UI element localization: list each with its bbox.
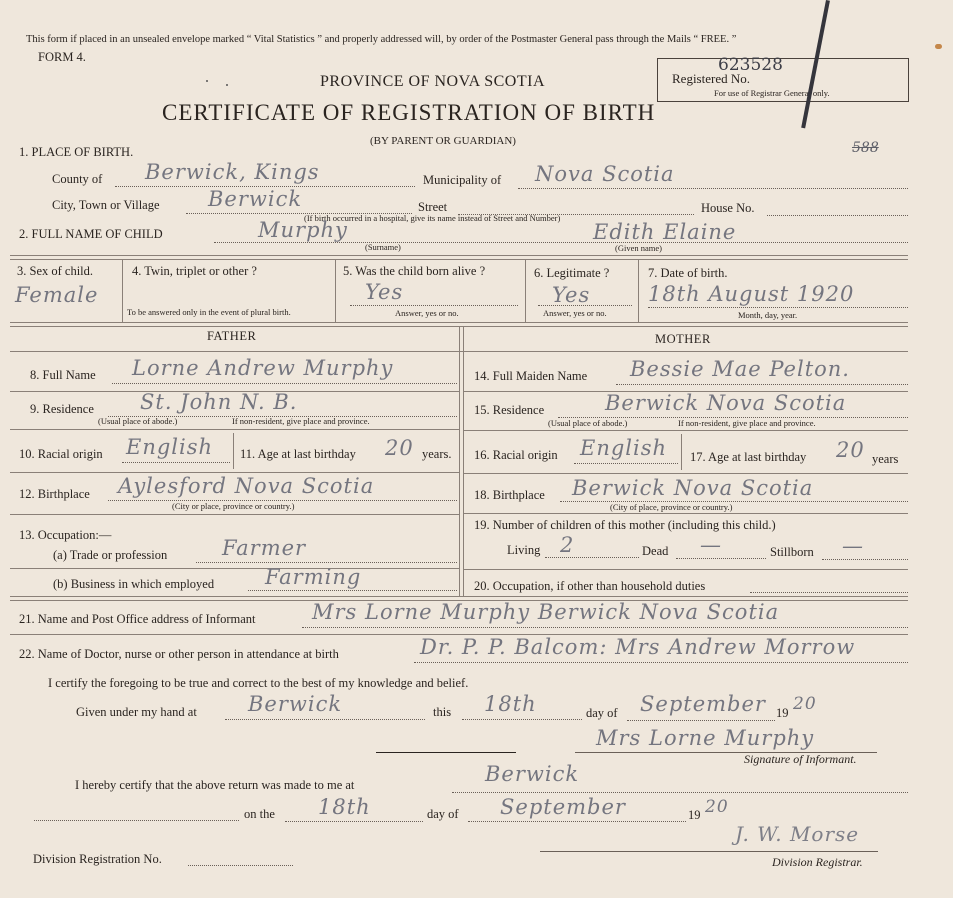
alive-value: Yes	[365, 280, 404, 304]
signature-caption: Signature of Informant.	[744, 752, 857, 766]
surname-caption: (Surname)	[365, 242, 401, 252]
this-label: this	[433, 705, 452, 719]
father-age-label: 11. Age at last birthday	[240, 447, 356, 461]
mother-residence-label: 15. Residence	[474, 403, 545, 417]
alive-caption: Answer, yes or no.	[395, 308, 459, 318]
city-value: Berwick	[208, 187, 303, 211]
certify-statement: I certify the foregoing to be true and correct to the best of my knowledge and belief.	[48, 676, 469, 690]
dob-label: 7. Date of birth.	[648, 266, 728, 280]
alive-label: 5. Was the child born alive ?	[343, 264, 486, 278]
ink-speck	[226, 84, 228, 86]
mother-birthplace-value: Berwick Nova Scotia	[572, 476, 814, 500]
father-residence-value: St. John N. B.	[140, 390, 298, 414]
informant-signature: Mrs Lorne Murphy	[596, 726, 815, 750]
registrar-use-note: For use of Registrar General only.	[714, 88, 830, 98]
mother-name-value: Bessie Mae Pelton.	[630, 357, 850, 381]
father-years: years.	[422, 447, 452, 461]
registrar-day-of-label: day of	[427, 807, 459, 821]
dead-value: —	[700, 533, 722, 557]
certificate-title: CERTIFICATE OF REGISTRATION OF BIRTH	[162, 100, 656, 125]
dob-value: 18th August 1920	[648, 282, 855, 306]
child-name-label: 2. FULL NAME OF CHILD	[19, 227, 163, 241]
sex-label: 3. Sex of child.	[17, 264, 94, 278]
given-place-value: Berwick	[248, 692, 343, 716]
county-value: Berwick, Kings	[145, 160, 320, 184]
informant-value: Mrs Lorne Murphy Berwick Nova Scotia	[312, 600, 780, 624]
father-birthplace-value: Aylesford Nova Scotia	[118, 474, 375, 498]
place-of-birth-heading: 1. PLACE OF BIRTH.	[19, 145, 134, 159]
doctor-label: 22. Name of Doctor, nurse or other person in attendance at birth	[19, 647, 339, 661]
cert-month-value: September	[640, 692, 766, 716]
division-registrar-caption: Division Registrar.	[772, 855, 863, 869]
form-number: FORM 4.	[38, 50, 86, 64]
father-name-label: 8. Full Name	[30, 368, 96, 382]
father-birthplace-label: 12. Birthplace	[19, 487, 90, 501]
father-business-value: Farming	[265, 565, 362, 589]
twin-label: 4. Twin, triplet or other ?	[132, 264, 257, 278]
city-label: City, Town or Village	[52, 198, 160, 212]
living-label: Living	[507, 543, 541, 557]
stillborn-label: Stillborn	[770, 545, 814, 559]
registrar-year-value: 20	[705, 797, 729, 817]
legitimate-value: Yes	[552, 283, 591, 307]
registration-box	[657, 55, 909, 102]
registered-number: 623528	[718, 55, 783, 75]
ink-speck	[206, 80, 208, 82]
legitimate-label: 6. Legitimate ?	[534, 266, 610, 280]
registrar-place-value: Berwick	[485, 762, 580, 786]
father-residence-note-b: If non-resident, give place and province.	[232, 416, 370, 426]
mother-racial-value: English	[580, 436, 668, 460]
street-label: Street	[418, 200, 448, 214]
cert-year-prefix: 19	[776, 706, 789, 720]
rust-spot	[935, 44, 942, 49]
given-label: Given under my hand at	[76, 705, 197, 719]
mother-age-value: 20	[836, 438, 865, 462]
mother-heading: MOTHER	[655, 332, 711, 346]
father-trade-label: (a) Trade or profession	[53, 548, 168, 562]
doctor-value: Dr. P. P. Balcom: Mrs Andrew Morrow	[420, 635, 856, 659]
given-caption: (Given name)	[615, 243, 662, 253]
father-racial-label: 10. Racial origin	[19, 447, 103, 461]
certificate-subtitle: (BY PARENT OR GUARDIAN)	[370, 135, 516, 147]
stillborn-value: —	[842, 534, 864, 558]
division-registration-label: Division Registration No.	[33, 852, 162, 866]
dob-caption: Month, day, year.	[738, 310, 798, 320]
sex-value: Female	[15, 283, 99, 307]
mother-birthplace-note: (City of place, province or country.)	[610, 502, 733, 512]
registrar-statement: I hereby certify that the above return was made to me at	[75, 778, 355, 792]
hospital-note: (If birth occurred in a hospital, give its name instead of Street and Number)	[304, 213, 561, 223]
registrar-day-value: 18th	[318, 795, 371, 819]
county-label: County of	[52, 172, 103, 186]
father-age-value: 20	[385, 436, 414, 460]
registrar-on-the-label: on the	[244, 807, 275, 821]
mother-racial-label: 16. Racial origin	[474, 448, 558, 462]
father-heading: FATHER	[207, 329, 257, 343]
father-residence-note-a: (Usual place of abode.)	[98, 416, 178, 426]
registered-label: Registered No.	[672, 71, 750, 86]
province-heading: PROVINCE OF NOVA SCOTIA	[320, 73, 546, 90]
mother-residence-note-a: (Usual place of abode.)	[548, 418, 628, 428]
child-surname-value: Murphy	[258, 218, 348, 242]
mother-name-label: 14. Full Maiden Name	[474, 369, 588, 383]
registrar-year-prefix: 19	[688, 808, 701, 822]
twin-note: To be answered only in the event of plural birth.	[127, 307, 291, 317]
cert-day-value: 18th	[484, 692, 537, 716]
dead-label: Dead	[642, 544, 669, 558]
municipality-value: Nova Scotia	[535, 162, 675, 186]
mother-years: years	[872, 452, 899, 466]
mother-age-label: 17. Age at last birthday	[690, 450, 807, 464]
legitimate-caption: Answer, yes or no.	[543, 308, 607, 318]
mother-children-label: 19. Number of children of this mother (including this child.)	[474, 518, 776, 532]
father-racial-value: English	[126, 435, 214, 459]
mother-birthplace-label: 18. Birthplace	[474, 488, 545, 502]
registrar-month-value: September	[500, 795, 626, 819]
father-residence-label: 9. Residence	[30, 402, 94, 416]
father-occupation-label: 13. Occupation:—	[19, 528, 112, 542]
father-trade-value: Farmer	[222, 536, 307, 560]
mother-occupation-label: 20. Occupation, if other than household duties	[474, 579, 706, 593]
living-value: 2	[560, 533, 575, 557]
mother-residence-note-b: If non-resident, give place and province.	[678, 418, 816, 428]
child-given-value: Edith Elaine	[593, 220, 737, 244]
house-label: House No.	[701, 201, 755, 215]
father-name-value: Lorne Andrew Murphy	[132, 356, 394, 380]
municipality-label: Municipality of	[423, 173, 502, 187]
cert-day-of-label: day of	[586, 706, 618, 720]
margin-number: 588	[852, 140, 879, 156]
informant-label: 21. Name and Post Office address of Informant	[19, 612, 256, 626]
registrar-signature: J. W. Morse	[735, 822, 860, 846]
cert-year-value: 20	[793, 694, 817, 714]
father-birthplace-note: (City or place, province or country.)	[172, 501, 295, 511]
mailing-notice: This form if placed in an unsealed envelope marked “ Vital Statistics ” and properly addressed will, by order of the Postmaster General pass through the Mails “ FREE. ”	[26, 34, 737, 45]
father-business-label: (b) Business in which employed	[53, 577, 215, 591]
mother-residence-value: Berwick Nova Scotia	[605, 391, 847, 415]
